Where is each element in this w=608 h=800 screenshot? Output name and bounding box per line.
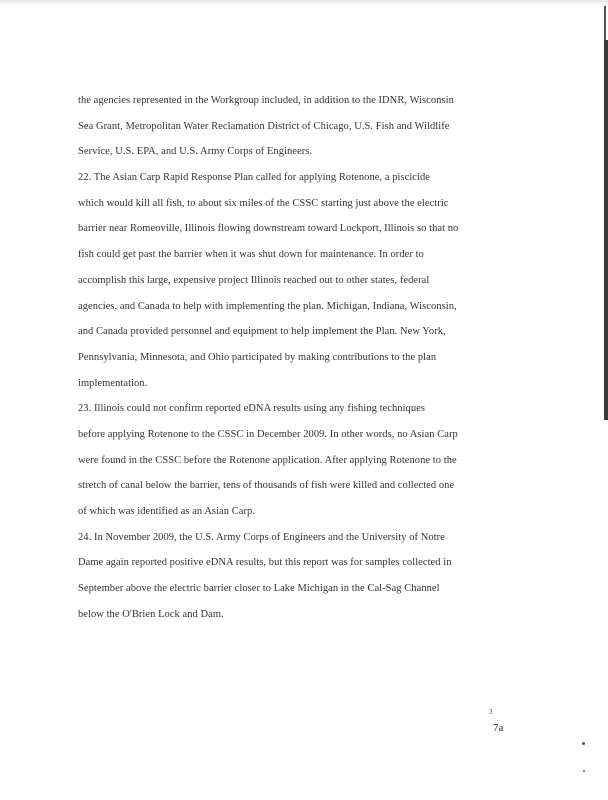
text-line: which would kill all fish, to about six miles of the CSSC starting just above the electric	[78, 197, 449, 209]
scan-edge-top	[0, 0, 608, 6]
text-line: Pennsylvania, Minnesota, and Ohio participated by making contributions to the plan	[78, 351, 437, 363]
page-mark: 3	[489, 708, 493, 716]
scan-speck	[583, 770, 585, 772]
paragraph-23-start: 23. Illinois could not confirm reported eDNA results using any fishing techniques	[78, 403, 425, 415]
text-line: and Canada provided personnel and equipment to help implement the Plan. New York,	[78, 326, 446, 338]
text-line: accomplish this large, expensive project Illinois reached out to other states, federal	[78, 274, 430, 286]
paragraph-22-start: 22. The Asian Carp Rapid Response Plan called for applying Rotenone, a piscicide	[78, 172, 430, 184]
text-line: before applying Rotenone to the CSSC in December 2009. In other words, no Asian Carp	[78, 428, 458, 440]
text-line: below the O'Brien Lock and Dam.	[78, 608, 224, 620]
text-line: stretch of canal below the barrier, tens of thousands of fish were killed and collected one	[78, 480, 455, 492]
body-text	[78, 88, 490, 627]
paragraph-24-start: 24. In November 2009, the U.S. Army Corps of Engineers and the University of Notre	[78, 531, 445, 543]
text-line: agencies, and Canada to help with implementing the plan. Michigan, Indiana, Wisconsin,	[78, 300, 457, 312]
text-line: Sea Grant, Metropolitan Water Reclamation District of Chicago, U.S. Fish and Wildlife	[78, 120, 450, 132]
text-line: fish could get past the barrier when it was shut down for maintenance. In order to	[78, 249, 424, 261]
scan-edge-right	[604, 40, 608, 420]
text-line: implementation.	[78, 377, 148, 389]
text-line: the agencies represented in the Workgroup included, in addition to the IDNR, Wisconsin	[78, 95, 454, 106]
scan-speck	[582, 742, 585, 745]
text-line: of which was identified as an Asian Carp.	[78, 506, 256, 517]
text-line: Dame again reported positive eDNA results, but this report was for samples collected in	[78, 557, 452, 569]
page-number: 7a	[493, 722, 504, 734]
text-line: Service, U.S. EPA, and U.S. Army Corps of Engineers.	[78, 146, 313, 158]
text-line: September above the electric barrier closer to Lake Michigan in the Cal-Sag Channel	[78, 583, 440, 595]
text-line: were found in the CSSC before the Rotenone application. After applying Rotenone to the	[78, 454, 457, 466]
text-line: barrier near Romeoville, Illinois flowing downstream toward Lockport, Illinois so that no	[78, 223, 459, 235]
